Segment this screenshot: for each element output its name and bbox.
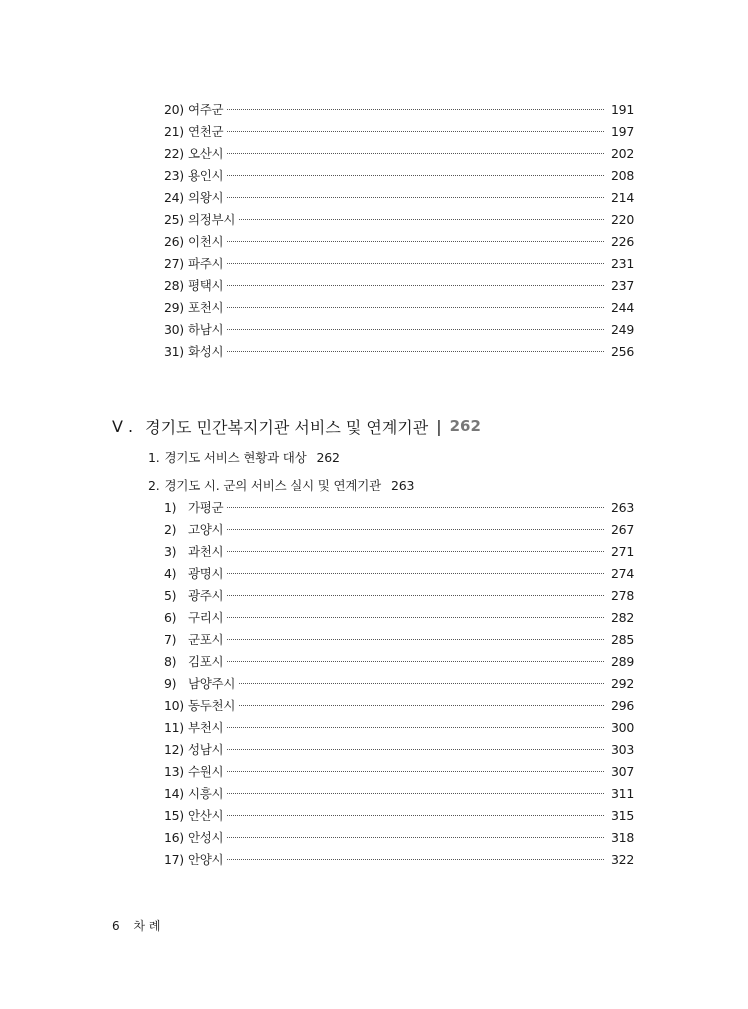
entry-page: 202 (611, 145, 634, 161)
dot-leader (227, 748, 604, 750)
entry-page: 300 (611, 719, 634, 735)
entry-title: 부천시 (188, 720, 224, 735)
entry-number: 26) (164, 233, 184, 249)
entry-title: 파주시 (188, 256, 224, 271)
toc-entry[interactable] (164, 143, 634, 163)
toc-entry[interactable] (164, 275, 634, 295)
entry-title: 오산시 (188, 146, 224, 161)
toc-entry[interactable] (164, 695, 634, 715)
entry-number: 17) (164, 851, 184, 867)
section-title: 경기도 서비스 현황과 대상 (164, 450, 307, 465)
entry-page: 197 (611, 123, 634, 139)
entry-number: 13) (164, 763, 184, 779)
entry-title: 의정부시 (188, 212, 236, 227)
entry-title: 용인시 (188, 168, 224, 183)
toc-entry[interactable] (164, 673, 634, 693)
entry-page: 296 (611, 697, 634, 713)
dot-leader (227, 594, 604, 596)
toc-entry[interactable] (164, 541, 634, 561)
entry-number: 8) (164, 653, 177, 669)
entry-number: 3) (164, 543, 177, 559)
toc-entry[interactable] (164, 231, 634, 251)
toc-entry[interactable] (164, 165, 634, 185)
dot-leader (239, 218, 604, 220)
footer-page-number: 6 (112, 919, 120, 933)
entry-page: 237 (611, 277, 634, 293)
dot-leader (227, 726, 604, 728)
toc-entry[interactable] (164, 297, 634, 317)
entry-number: 31) (164, 343, 184, 359)
entry-page: 311 (611, 785, 634, 801)
entry-title: 남양주시 (188, 676, 236, 691)
toc-entry[interactable] (164, 629, 634, 649)
entry-title: 김포시 (188, 654, 224, 669)
toc-entry[interactable] (164, 209, 634, 229)
entry-page: 208 (611, 167, 634, 183)
dot-leader (227, 240, 604, 242)
entry-number: 4) (164, 565, 177, 581)
toc-entry[interactable] (164, 187, 634, 207)
dot-leader (227, 306, 604, 308)
toc-entry[interactable] (164, 849, 634, 869)
entry-title: 안성시 (188, 830, 224, 845)
entry-number: 25) (164, 211, 184, 227)
entry-title: 평택시 (188, 278, 224, 293)
entry-title: 고양시 (188, 522, 224, 537)
dot-leader (227, 792, 604, 794)
toc-entry[interactable] (164, 319, 634, 339)
entry-title: 구리시 (188, 610, 224, 625)
section-number: 2. (148, 477, 160, 493)
entry-number: 9) (164, 675, 177, 691)
dot-leader (227, 770, 604, 772)
chapter-title: 경기도 민간복지기관 서비스 및 연계기관 (145, 417, 429, 437)
entry-title: 안산시 (188, 808, 224, 823)
toc-entry[interactable] (164, 585, 634, 605)
toc-entry[interactable] (164, 739, 634, 759)
dot-leader (227, 660, 604, 662)
dot-leader (227, 108, 604, 110)
entry-number: 11) (164, 719, 184, 735)
entry-number: 23) (164, 167, 184, 183)
dot-leader (227, 550, 604, 552)
entry-title: 군포시 (188, 632, 224, 647)
entry-title: 광명시 (188, 566, 224, 581)
entry-number: 12) (164, 741, 184, 757)
entry-page: 303 (611, 741, 634, 757)
entry-number: 29) (164, 299, 184, 315)
footer-label: 차 례 (133, 919, 161, 933)
entry-number: 30) (164, 321, 184, 337)
entry-page: 226 (611, 233, 634, 249)
dot-leader (239, 704, 604, 706)
entry-number: 21) (164, 123, 184, 139)
chapter-heading[interactable] (112, 414, 481, 438)
toc-entry[interactable] (164, 805, 634, 825)
entry-number: 6) (164, 609, 177, 625)
dot-leader (227, 130, 604, 132)
entry-page: 278 (611, 587, 634, 603)
entry-title: 포천시 (188, 300, 224, 315)
dot-leader (239, 682, 604, 684)
toc-entry[interactable] (164, 497, 634, 517)
entry-page: 263 (611, 499, 634, 515)
entry-number: 20) (164, 101, 184, 117)
entry-title: 수원시 (188, 764, 224, 779)
dot-leader (227, 262, 604, 264)
entry-page: 231 (611, 255, 634, 271)
entry-number: 14) (164, 785, 184, 801)
entry-page: 244 (611, 299, 634, 315)
section-entry[interactable] (148, 475, 414, 495)
dot-leader (227, 328, 604, 330)
entry-page: 282 (611, 609, 634, 625)
entry-title: 하남시 (188, 322, 224, 337)
entry-page: 292 (611, 675, 634, 691)
entry-title: 가평군 (188, 500, 224, 515)
entry-title: 연천군 (188, 124, 224, 139)
toc-entry[interactable] (164, 253, 634, 273)
dot-leader (227, 196, 604, 198)
entry-page: 214 (611, 189, 634, 205)
page-footer (112, 917, 160, 934)
entry-number: 16) (164, 829, 184, 845)
dot-leader (227, 858, 604, 860)
chapter-separator: | (436, 416, 442, 436)
entry-number: 27) (164, 255, 184, 271)
entry-page: 256 (611, 343, 634, 359)
entry-number: 10) (164, 697, 184, 713)
entry-title: 과천시 (188, 544, 224, 559)
entry-number: 15) (164, 807, 184, 823)
section-title: 경기도 시. 군의 서비스 실시 및 연계기관 (164, 478, 381, 493)
entry-page: 289 (611, 653, 634, 669)
dot-leader (227, 814, 604, 816)
entry-page: 322 (611, 851, 634, 867)
entry-number: 7) (164, 631, 177, 647)
dot-leader (227, 572, 604, 574)
dot-leader (227, 638, 604, 640)
entry-title: 안양시 (188, 852, 224, 867)
dot-leader (227, 836, 604, 838)
toc-entry[interactable] (164, 783, 634, 803)
entry-title: 화성시 (188, 344, 224, 359)
entry-page: 267 (611, 521, 634, 537)
entry-number: 28) (164, 277, 184, 293)
toc-entry[interactable] (164, 341, 634, 361)
entry-page: 191 (611, 101, 634, 117)
chapter-page: 262 (449, 417, 481, 435)
toc-entry[interactable] (164, 607, 634, 627)
dot-leader (227, 284, 604, 286)
dot-leader (227, 506, 604, 508)
entry-page: 249 (611, 321, 634, 337)
entry-number: 1) (164, 499, 177, 515)
toc-entry[interactable] (164, 827, 634, 847)
entry-page: 285 (611, 631, 634, 647)
toc-entry[interactable] (164, 761, 634, 781)
entry-title: 의왕시 (188, 190, 224, 205)
entry-title: 이천시 (188, 234, 224, 249)
entry-number: 24) (164, 189, 184, 205)
entry-page: 220 (611, 211, 634, 227)
entry-number: 22) (164, 145, 184, 161)
section-entry[interactable] (148, 447, 340, 467)
section-page: 263 (390, 477, 415, 493)
section-number: 1. (148, 449, 160, 465)
toc-entry[interactable] (164, 99, 634, 119)
dot-leader (227, 174, 604, 176)
chapter-number: V . (112, 416, 134, 436)
entry-title: 시흥시 (188, 786, 224, 801)
entry-page: 271 (611, 543, 634, 559)
section-page: 262 (316, 449, 340, 465)
toc-entry[interactable] (164, 651, 634, 671)
entry-number: 5) (164, 587, 177, 603)
toc-entry[interactable] (164, 121, 634, 141)
toc-entry[interactable] (164, 563, 634, 583)
dot-leader (227, 528, 604, 530)
toc-entry[interactable] (164, 519, 634, 539)
entry-page: 307 (611, 763, 634, 779)
entry-number: 2) (164, 521, 177, 537)
entry-title: 광주시 (188, 588, 224, 603)
dot-leader (227, 616, 604, 618)
entry-title: 동두천시 (188, 698, 236, 713)
entry-title: 여주군 (188, 102, 224, 117)
dot-leader (227, 350, 604, 352)
entry-page: 315 (611, 807, 634, 823)
dot-leader (227, 152, 604, 154)
entry-title: 성남시 (188, 742, 224, 757)
toc-entry[interactable] (164, 717, 634, 737)
entry-page: 274 (611, 565, 634, 581)
entry-page: 318 (611, 829, 634, 845)
